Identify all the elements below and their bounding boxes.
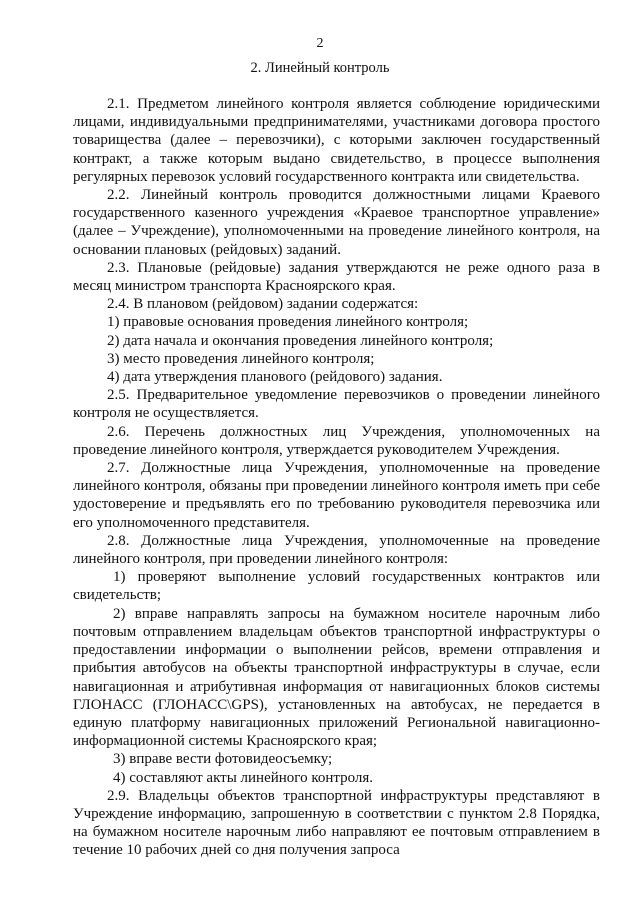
page-number: 2 (316, 36, 324, 51)
list-item: 4) составляют акты линейного контроля. (113, 769, 374, 786)
paragraph-2-4: 2.4. В плановом (рейдовом) задании содержатся: (107, 296, 419, 313)
paragraph-2-1: 2.1. Предметом линейного контроля является соблюдение юридическими лицами, индивидуальными предпринимателями, участниками договора простого товарищества (далее – перевозчики), с которыми заключен государственный контракт, а также которым выдано свидетельство, в процессе выполнения регулярных перевозок условий государственного контракта или свидетельства. (73, 96, 600, 185)
list-item: 2) дата начала и окончания проведения линейного контроля; (107, 332, 494, 349)
paragraph-2-6: 2.6. Перечень должностных лиц Учреждения, уполномоченных на проведение линейного контроля, утверждается руководителем Учреждения. (73, 423, 600, 458)
paragraph-2-3: 2.3. Плановые (рейдовые) задания утверждаются не реже одного раза в месяц министром транспорта Красноярского края. (73, 259, 600, 295)
paragraph-2-7: 2.7. Должностные лица Учреждения, уполномоченные на проведение линейного контроля, обязаны при проведении линейного контроля иметь при себе удостоверение и предъявлять его по требованию руководителя перевозчика или его уполномоченного представителя. (73, 460, 600, 531)
paragraph-2-9: 2.9. Владельцы объектов транспортной инфраструктуры представляют в Учреждение информацию, запрошенную в соответствии с пунктом 2.8 Порядка, на бумажном носителе нарочным либо направляют ее почтовым отправлением в течение 10 рабочих дней со дня получения запроса (73, 787, 600, 859)
list-item: 1) проверяют выполнение условий государственных контрактов или свидетельств; (73, 569, 600, 604)
paragraph-2-8: 2.8. Должностные лица Учреждения, уполномоченные на проведение линейного контроля, при проведении линейного контроля: (73, 532, 600, 568)
list-item: 3) место проведения линейного контроля; (107, 350, 375, 367)
document-body (73, 95, 600, 860)
list-item: 1) правовые основания проведения линейного контроля; (107, 314, 469, 331)
paragraph-2-5: 2.5. Предварительное уведомление перевозчиков о проведении линейного контроля не осуществляется. (73, 387, 600, 422)
list-item: 2) вправе направлять запросы на бумажном носителе нарочным либо почтовым отправлением владельцам объектов транспортной инфраструктуры о предоставлении информации о выполнении рейсов, времени отправления и прибытия автобусов на объекты транспортной инфраструктуры в случае, если навигационная и атрибутивная информация от навигационных блоков системы ГЛОНАСС (ГЛОНАСС\GPS), установленных на автобусах, не передается в единую платформу навигационных приложений Региональной навигационно-информационной системы Красноярского края; (73, 605, 600, 750)
list-item: 4) дата утверждения планового (рейдового) задания. (107, 369, 443, 386)
list-item: 3) вправе вести фотовидеосъемку; (113, 751, 333, 768)
section-heading: 2. Линейный контроль (250, 60, 390, 76)
paragraph-2-2: 2.2. Линейный контроль проводится должностными лицами Краевого государственного казенного учреждения «Краевое транспортное управление» (далее – Учреждение), уполномоченными на проведение линейного контроля, на основании плановых (рейдовых) заданий. (73, 187, 600, 258)
